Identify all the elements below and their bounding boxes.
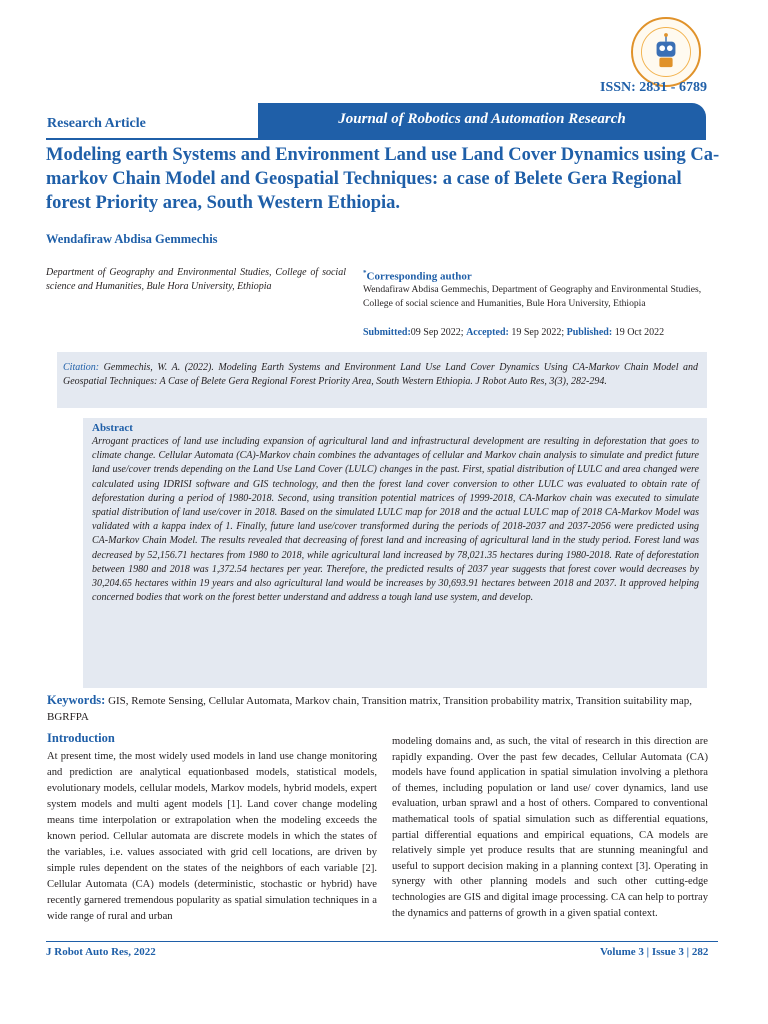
journal-logo — [631, 17, 701, 87]
citation-label: Citation: — [63, 362, 100, 373]
keywords — [47, 692, 707, 725]
citation-text: Gemmechis, W. A. (2022). Modeling Earth Systems and Environment Land Use Land Cover Dynamics Using CA-Markov Chain Model and Geospatial Techniques: A Case of Belete Gera Regional Forest Priority Area, South Western Ethiopia. J Robot Auto Res, 3(3), 282-294. — [63, 362, 698, 387]
journal-banner — [258, 103, 706, 139]
introduction-right-column: modeling domains and, as such, the vital of research in this direction are rapidly expanding. Over the past few decades, Cellular Automata (CA) models have found application in spatial simulation involving a plethora of themes, including population or land use/ cover dynamics, land use evaluation, urban sprawl and a host of others. Compared to conventional mathematical tools of spatial simulation such as differential equations, partial differential equations and empirical equations, CA models are relatively simple yet produce results that are stunning meaningful and useful to support decision making in a planning context [3]. Operating in synergy with other planning models and such other cutting-edge technologies are GIS and digital image processing. CA can help to portray the dynamics and patterns of growth in a given spatial context. — [392, 736, 708, 919]
corresponding-author-heading — [363, 269, 472, 283]
keywords-label: Keywords: — [47, 693, 106, 707]
introduction-heading: Introduction — [47, 731, 115, 745]
accepted-date: 19 Sep 2022; — [511, 327, 565, 338]
corresponding-author-text: Wendafiraw Abdisa Gemmechis, Department of Geography and Environmental Studies, College of social science and Humanities, Bule Hora University, Ethiopia — [363, 284, 702, 309]
issn: ISSN: 2831 - 6789 — [600, 80, 707, 95]
publication-dates — [363, 327, 664, 338]
abstract-heading: Abstract — [92, 422, 133, 434]
keywords-text: GIS, Remote Sensing, Cellular Automata, Markov chain, Transition matrix, Transition probability matrix, Transition suitability map, BGRFPA — [47, 695, 692, 723]
journal-name: Journal of Robotics and Automation Research — [338, 111, 626, 127]
footer-volume: Volume 3 | Issue 3 | 282 — [600, 946, 709, 958]
header-rule — [46, 138, 706, 140]
published-label: Published: — [566, 327, 613, 338]
corresponding-label: Corresponding author — [366, 270, 472, 283]
affiliation: Department of Geography and Environmental Studies, College of social science and Humanities, Bule Hora University, Ethiopia — [46, 267, 346, 292]
corresponding-marker: * — [363, 269, 367, 277]
submitted-date: 09 Sep 2022; — [410, 327, 464, 338]
published-date: 19 Oct 2022 — [614, 327, 665, 338]
citation-box — [57, 352, 707, 408]
paper-title: Modeling earth Systems and Environment Land use Land Cover Dynamics using Ca-markov Chain Model and Geospatial Techniques: a case of Belete Gera Regional forest Priority area, South Western Ethiopia. — [46, 145, 720, 213]
footer-rule — [46, 941, 718, 942]
abstract-box — [83, 418, 707, 688]
introduction-left-column: At present time, the most widely used models in land use change monitoring and prediction are analytical equationbased models, statistical models, evolutionary models, cellular models, Markov models, hybrid models, expert system models and multi agent models [1]. Land cover change modeling means time interpolation or extrapolation when the modeling exceeds the known period. Cellular automata are discrete models in which the states of the variables, i.e. values associated with grid cell locations, are driven by simple rules dependent on the states of the neighbors of each variable [2]. Cellular Automata (CA) models (deterministic, stochastic or hybrid) have recently garnered tremendous popularity as spatial simulation techniques in a wide range of rural and urban — [47, 751, 377, 922]
accepted-label: Accepted: — [466, 327, 509, 338]
article-type: Research Article — [47, 116, 146, 131]
author: Wendafiraw Abdisa Gemmechis — [46, 232, 218, 246]
footer-journal: J Robot Auto Res, 2022 — [46, 946, 156, 958]
journal-logo-robot-icon — [633, 19, 699, 85]
submitted-label: Submitted: — [363, 327, 411, 338]
abstract-body: Arrogant practices of land use including expansion of agricultural land and infrastructural development are resulting in deforestation that goes to climate change. Cellular Automata (CA)-Markov chain combines the advantages of cellular and Markov chain analysis to simulate and predict future land use/cover trends depending on the Land Use Land Cover (LULC) changes in the past. First, spatial distribution of LULC and area changed were calculated using IDRISI software and GIS technology, and then the forest land cover conversion to other LULC was evaluated to obtain rate of deforestation during a period of 1980-2018. Second, using transition potential matrices of 1999-2018, CA-Markov chain was executed to simulate spatial distribution of land use/cover in 2018. Based on the simulated LULC map for 2018 and the actual LULC map of 2018 CA-Markov Model was validated with a kappa index of 1. Finally, future land use/cover transformed during the periods of 2018-2037 and 2037-2056 were predicted using CA-Markov Chain Model. The results revealed that decreasing of forest land and increasing of agricultural land in the study period. Forest land was decreased by 52,156.71 hectares from 1980 to 2018, while agricultural land increased by 78,021.35 hectares during 1980-2018. Rate of deforestation between 1980 and 2018 was 1,372.54 hectares per year. Therefore, the predicted results of 2037 year suggests that forest cover would decreases by 30,204.65 hectares within 19 years and also agricultural land would be increases by 30,693.91 hectares between 2018 and 2037. It approved helping concerned bodies that work on the forest better understand and address a tough land use system, and develop. — [92, 436, 699, 604]
